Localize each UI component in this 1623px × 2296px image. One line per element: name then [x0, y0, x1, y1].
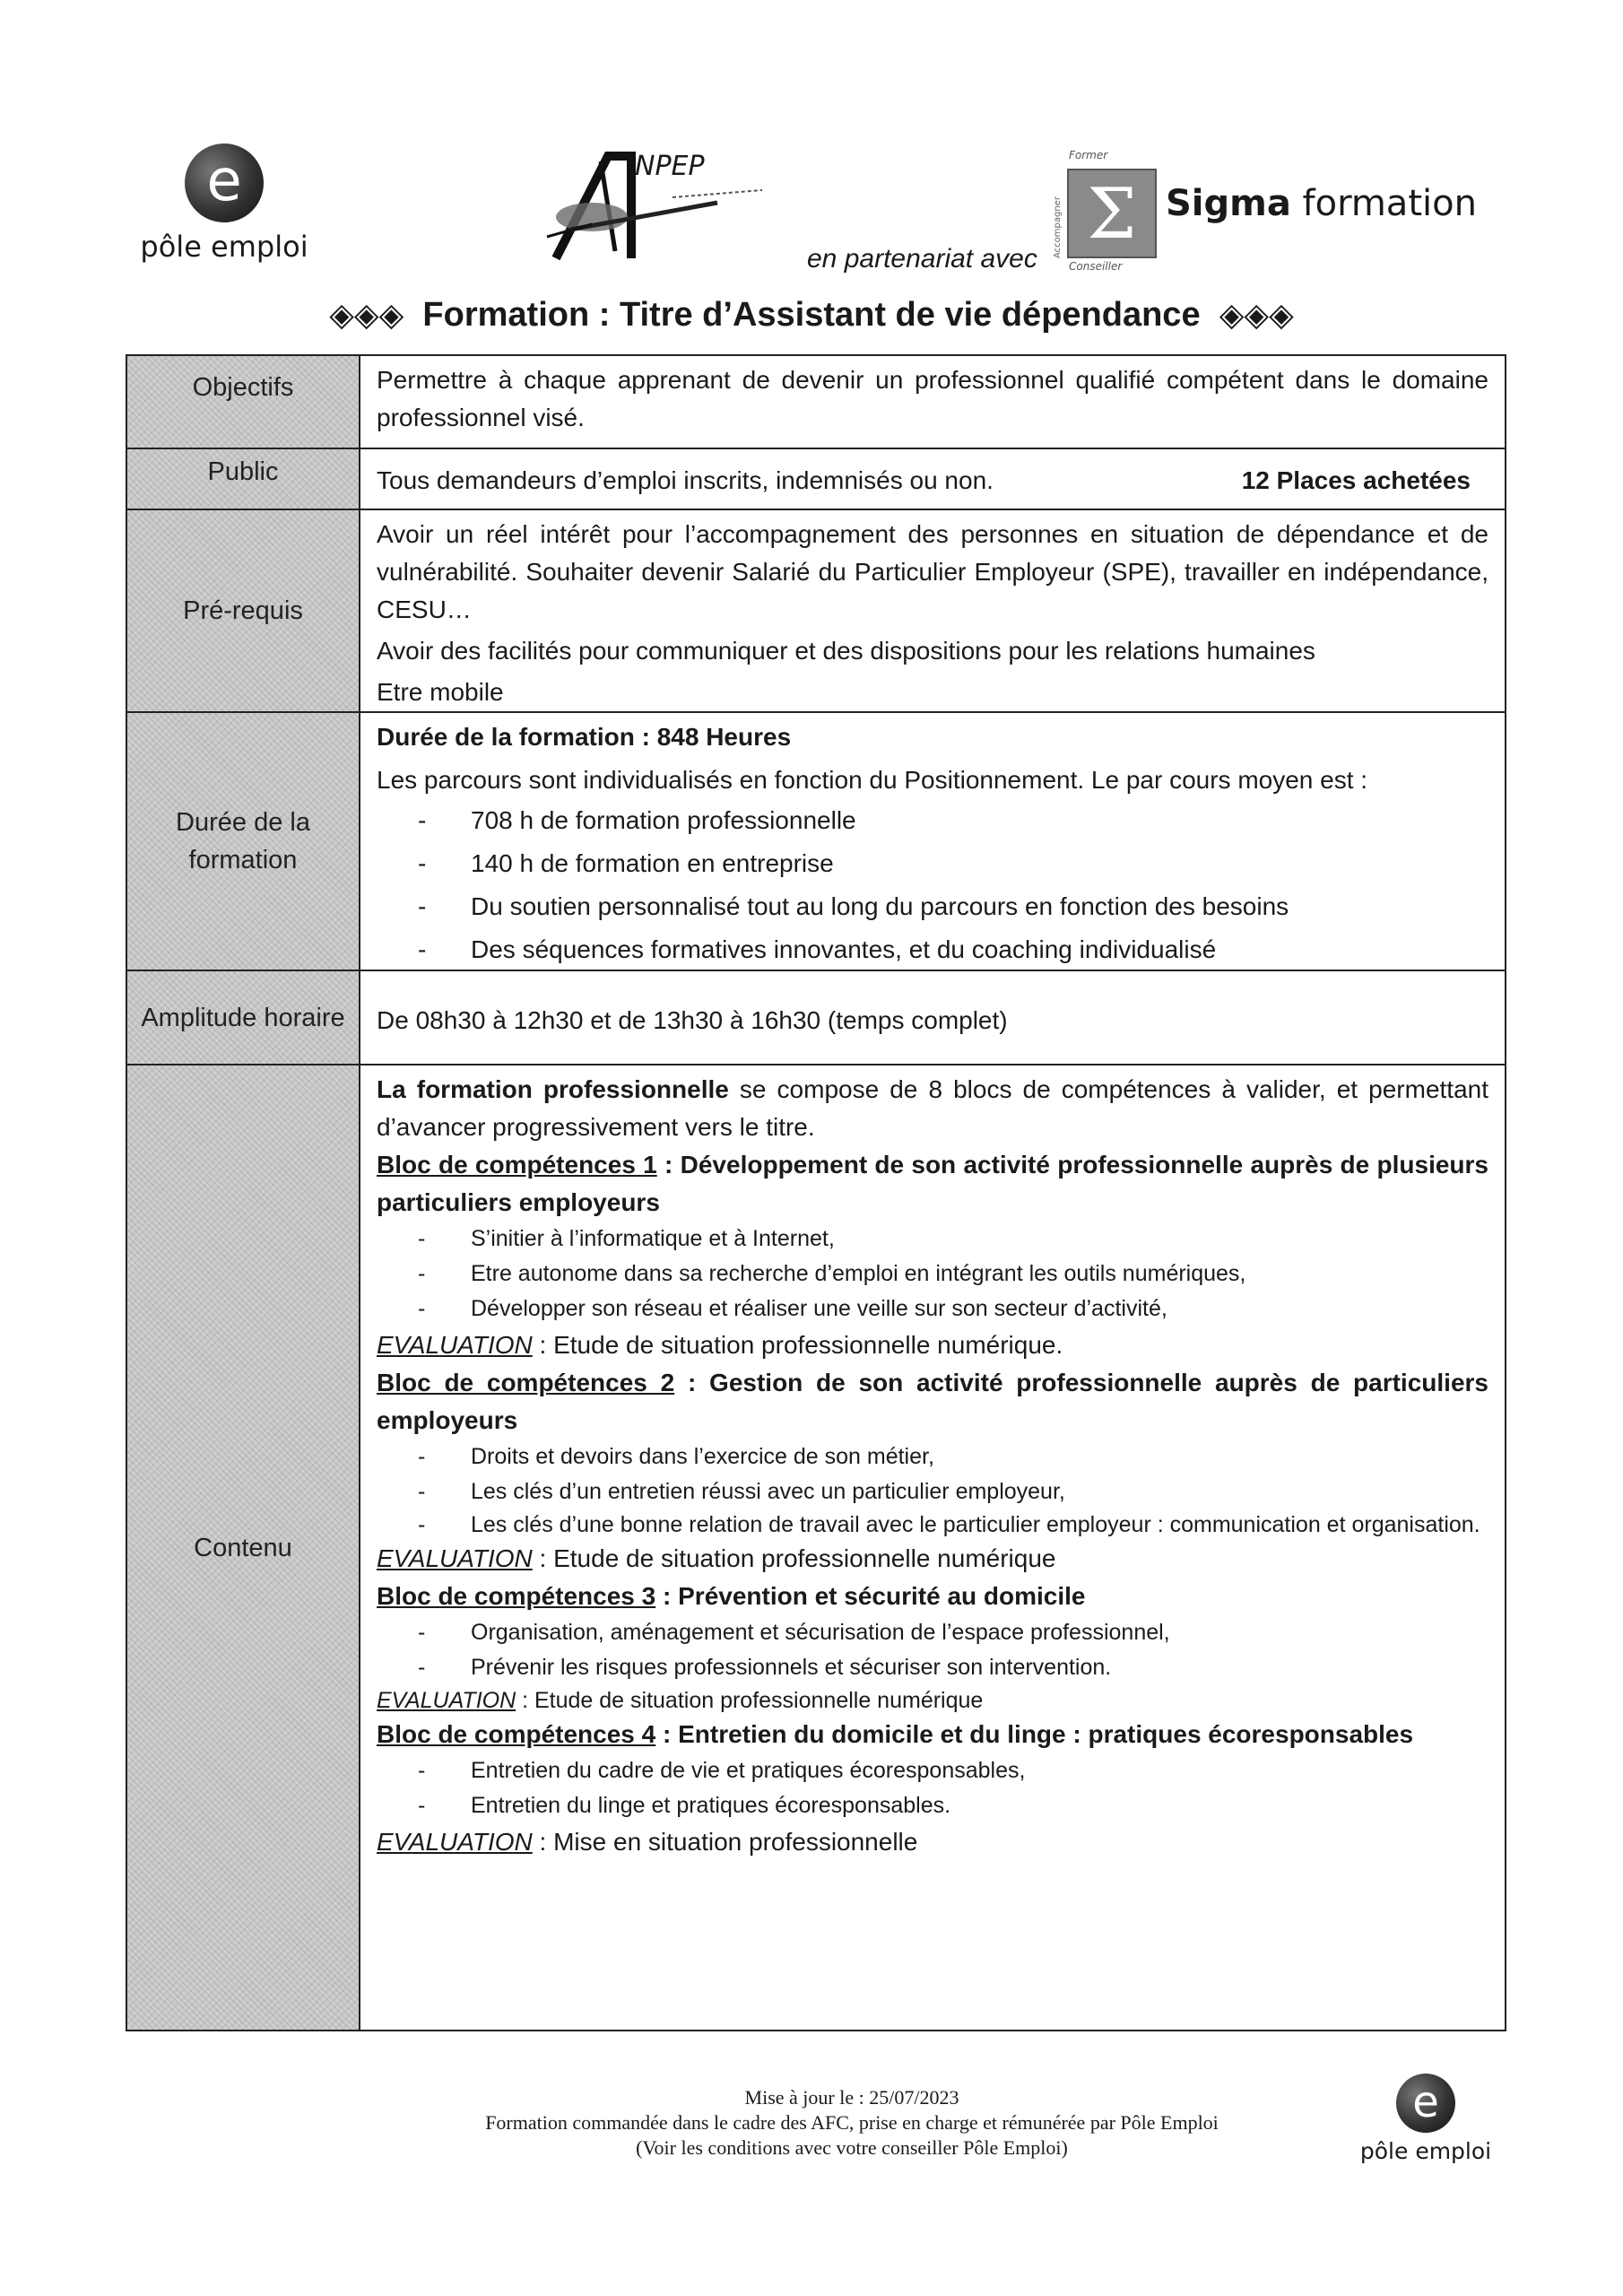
row-objectifs: [127, 356, 1505, 449]
pole-emploi-logo: [135, 144, 314, 264]
contenu-intro-rest: se compose de 8 blocs de compétences à valider, et permettant d’avancer progressivement vers le titre.: [377, 1075, 1489, 1141]
content-contenu: [377, 1071, 1488, 1861]
amplitude-text: De 08h30 à 12h30 et de 13h30 à 16h30 (temps complet): [377, 1006, 1008, 1034]
content-public: [377, 462, 1488, 500]
sigma-tag-side: Accompagner: [1053, 196, 1063, 258]
list-item: - Etre autonome dans sa recherche d’emploi en intégrant les outils numériques,: [377, 1257, 1488, 1292]
row-prerequis: [127, 510, 1505, 713]
anpep-logo-text: NPEP: [635, 151, 705, 182]
evaluation-text: : Etude de situation professionnelle numérique: [516, 1688, 984, 1713]
list-item: - 140 h de formation en entreprise: [377, 842, 1488, 885]
anpep-logo: [538, 144, 789, 269]
bloc-1-list: [377, 1222, 1488, 1326]
bloc-1-title-label: Bloc de compétences 1: [377, 1151, 657, 1178]
list-item: - Des séquences formatives innovantes, et du coaching individualisé: [377, 928, 1488, 971]
partnership-text: en partenariat avec: [807, 244, 1037, 274]
sigma-icon: Σ: [1067, 169, 1157, 258]
prerequis-line-3: Etre mobile: [377, 678, 504, 706]
label-contenu: Contenu: [127, 1065, 360, 2030]
content-amplitude: [377, 1002, 1488, 1039]
title-text: Formation : Titre d’Assistant de vie dépendance: [422, 296, 1201, 334]
title-ornament-left: ◈◈◈: [329, 297, 404, 334]
pole-emploi-e-icon: e: [1396, 2074, 1455, 2133]
sigma-tag-top: Former: [1069, 149, 1108, 161]
evaluation-text: : Etude de situation professionnelle numérique: [532, 1544, 1056, 1572]
list-item: - S’initier à l’informatique et à Internet,: [377, 1222, 1488, 1257]
title-ornament-right: ◈◈◈: [1219, 297, 1294, 334]
public-text: Tous demandeurs d’emploi inscrits, indemnisés ou non.: [377, 466, 994, 494]
content-duree: [377, 718, 1488, 971]
pole-emploi-footer-logo-text: pôle emploi: [1359, 2138, 1492, 2164]
duree-heading: Durée de la formation : 848 Heures: [377, 723, 792, 751]
pole-emploi-e-icon: e: [185, 144, 264, 222]
footer: [359, 2085, 1345, 2161]
list-item: - Droits et devoirs dans l’exercice de son métier,: [377, 1439, 1488, 1474]
bloc-4-title-label: Bloc de compétences 4: [377, 1720, 656, 1748]
list-item: - Les clés d’une bonne relation de travail avec le particulier employeur : communication et organisation.: [377, 1509, 1488, 1540]
list-item: - Organisation, aménagement et sécurisation de l’espace professionnel,: [377, 1615, 1488, 1650]
sigma-bold: Sigma: [1166, 183, 1291, 224]
prerequis-line-2: Avoir des facilités pour communiquer et des dispositions pour les relations humaines: [377, 637, 1315, 665]
evaluation-label: EVALUATION: [377, 1688, 516, 1713]
formation-table: [126, 354, 1506, 2031]
duree-intro: Les parcours sont individualisés en fonction du Positionnement. Le par cours moyen est :: [377, 766, 1368, 794]
row-amplitude: [127, 971, 1505, 1065]
header: [0, 0, 1623, 296]
sigma-logo-name: [1166, 183, 1477, 224]
contenu-intro-bold: La formation professionnelle: [377, 1075, 729, 1103]
label-prerequis: Pré-requis: [127, 510, 360, 711]
bloc-1-title-rest: : Développement de son activité professionnelle auprès de plusieurs particuliers employeurs: [377, 1151, 1488, 1216]
evaluation-text: : Mise en situation professionnelle: [532, 1828, 918, 1856]
footer-line-2: Formation commandée dans le cadre des AFC, prise en charge et rémunérée par Pôle Emploi: [485, 2111, 1219, 2134]
list-item: - Prévenir les risques professionnels et sécuriser son intervention.: [377, 1650, 1488, 1685]
list-item: - Les clés d’un entretien réussi avec un particulier employeur,: [377, 1474, 1488, 1509]
pole-emploi-logo-text: pôle emploi: [140, 230, 308, 264]
bloc-3-evaluation: [377, 1685, 1488, 1716]
row-public: [127, 449, 1505, 510]
pole-emploi-footer-logo: [1354, 2074, 1497, 2164]
page-title: [0, 296, 1623, 335]
sigma-formation-logo: [1049, 151, 1497, 276]
bloc-3-title: [377, 1578, 1488, 1615]
content-objectifs: [377, 361, 1488, 437]
bloc-2-title-rest: : Gestion de son activité professionnelle auprès de particuliers employeurs: [377, 1369, 1488, 1434]
evaluation-label: EVALUATION: [377, 1828, 533, 1856]
contenu-intro: [377, 1071, 1488, 1146]
prerequis-line-1: Avoir un réel intérêt pour l’accompagnement des personnes en situation de dépendance et de vulnérabilité. Souhaiter devenir Salarié du Particulier Employeur (SPE), travailler en indépendance, CESU…: [377, 520, 1488, 623]
list-item: - Entretien du cadre de vie et pratiques écoresponsables,: [377, 1753, 1488, 1788]
bloc-3-title-rest: : Prévention et sécurité au domicile: [655, 1582, 1086, 1610]
footer-line-3: (Voir les conditions avec votre conseiller Pôle Emploi): [636, 2136, 1068, 2159]
list-item: - Du soutien personnalisé tout au long du parcours en fonction des besoins: [377, 885, 1488, 928]
bloc-4-title-rest: : Entretien du domicile et du linge : pratiques écoresponsables: [655, 1720, 1414, 1748]
places-count: 12 Places achetées: [1241, 466, 1471, 494]
label-amplitude: Amplitude horaire: [127, 971, 360, 1064]
evaluation-label: EVALUATION: [377, 1544, 533, 1572]
bloc-1-title: [377, 1146, 1488, 1222]
footer-update-date: Mise à jour le : 25/07/2023: [744, 2086, 959, 2109]
bloc-1-evaluation: [377, 1326, 1488, 1364]
bloc-3-list: [377, 1615, 1488, 1685]
bloc-4-evaluation: [377, 1823, 1488, 1861]
objectifs-text: Permettre à chaque apprenant de devenir un professionnel qualifié compétent dans le domaine professionnel visé.: [377, 366, 1488, 431]
bloc-2-list: [377, 1439, 1488, 1540]
bloc-4-list: [377, 1753, 1488, 1823]
list-item: - 708 h de formation professionnelle: [377, 799, 1488, 842]
list-item: - Développer son réseau et réaliser une veille sur son secteur d’activité,: [377, 1292, 1488, 1326]
label-duree: Durée de la formation: [127, 713, 360, 970]
sigma-tag-bottom: Conseiller: [1069, 260, 1123, 273]
evaluation-text: : Etude de situation professionnelle numérique.: [532, 1331, 1063, 1359]
evaluation-label: EVALUATION: [377, 1331, 533, 1359]
bloc-2-evaluation: [377, 1540, 1488, 1578]
bloc-3-title-label: Bloc de compétences 3: [377, 1582, 656, 1610]
sigma-rest: formation: [1302, 183, 1477, 224]
label-objectifs: Objectifs: [127, 356, 360, 448]
row-duree: [127, 713, 1505, 971]
list-item: - Entretien du linge et pratiques écoresponsables.: [377, 1788, 1488, 1823]
label-public: Public: [127, 449, 360, 509]
content-prerequis: [377, 516, 1488, 711]
duree-list: [377, 799, 1488, 971]
bloc-2-title-label: Bloc de compétences 2: [377, 1369, 675, 1396]
row-contenu: [127, 1065, 1505, 2030]
bloc-4-title: [377, 1716, 1488, 1753]
bloc-2-title: [377, 1364, 1488, 1439]
